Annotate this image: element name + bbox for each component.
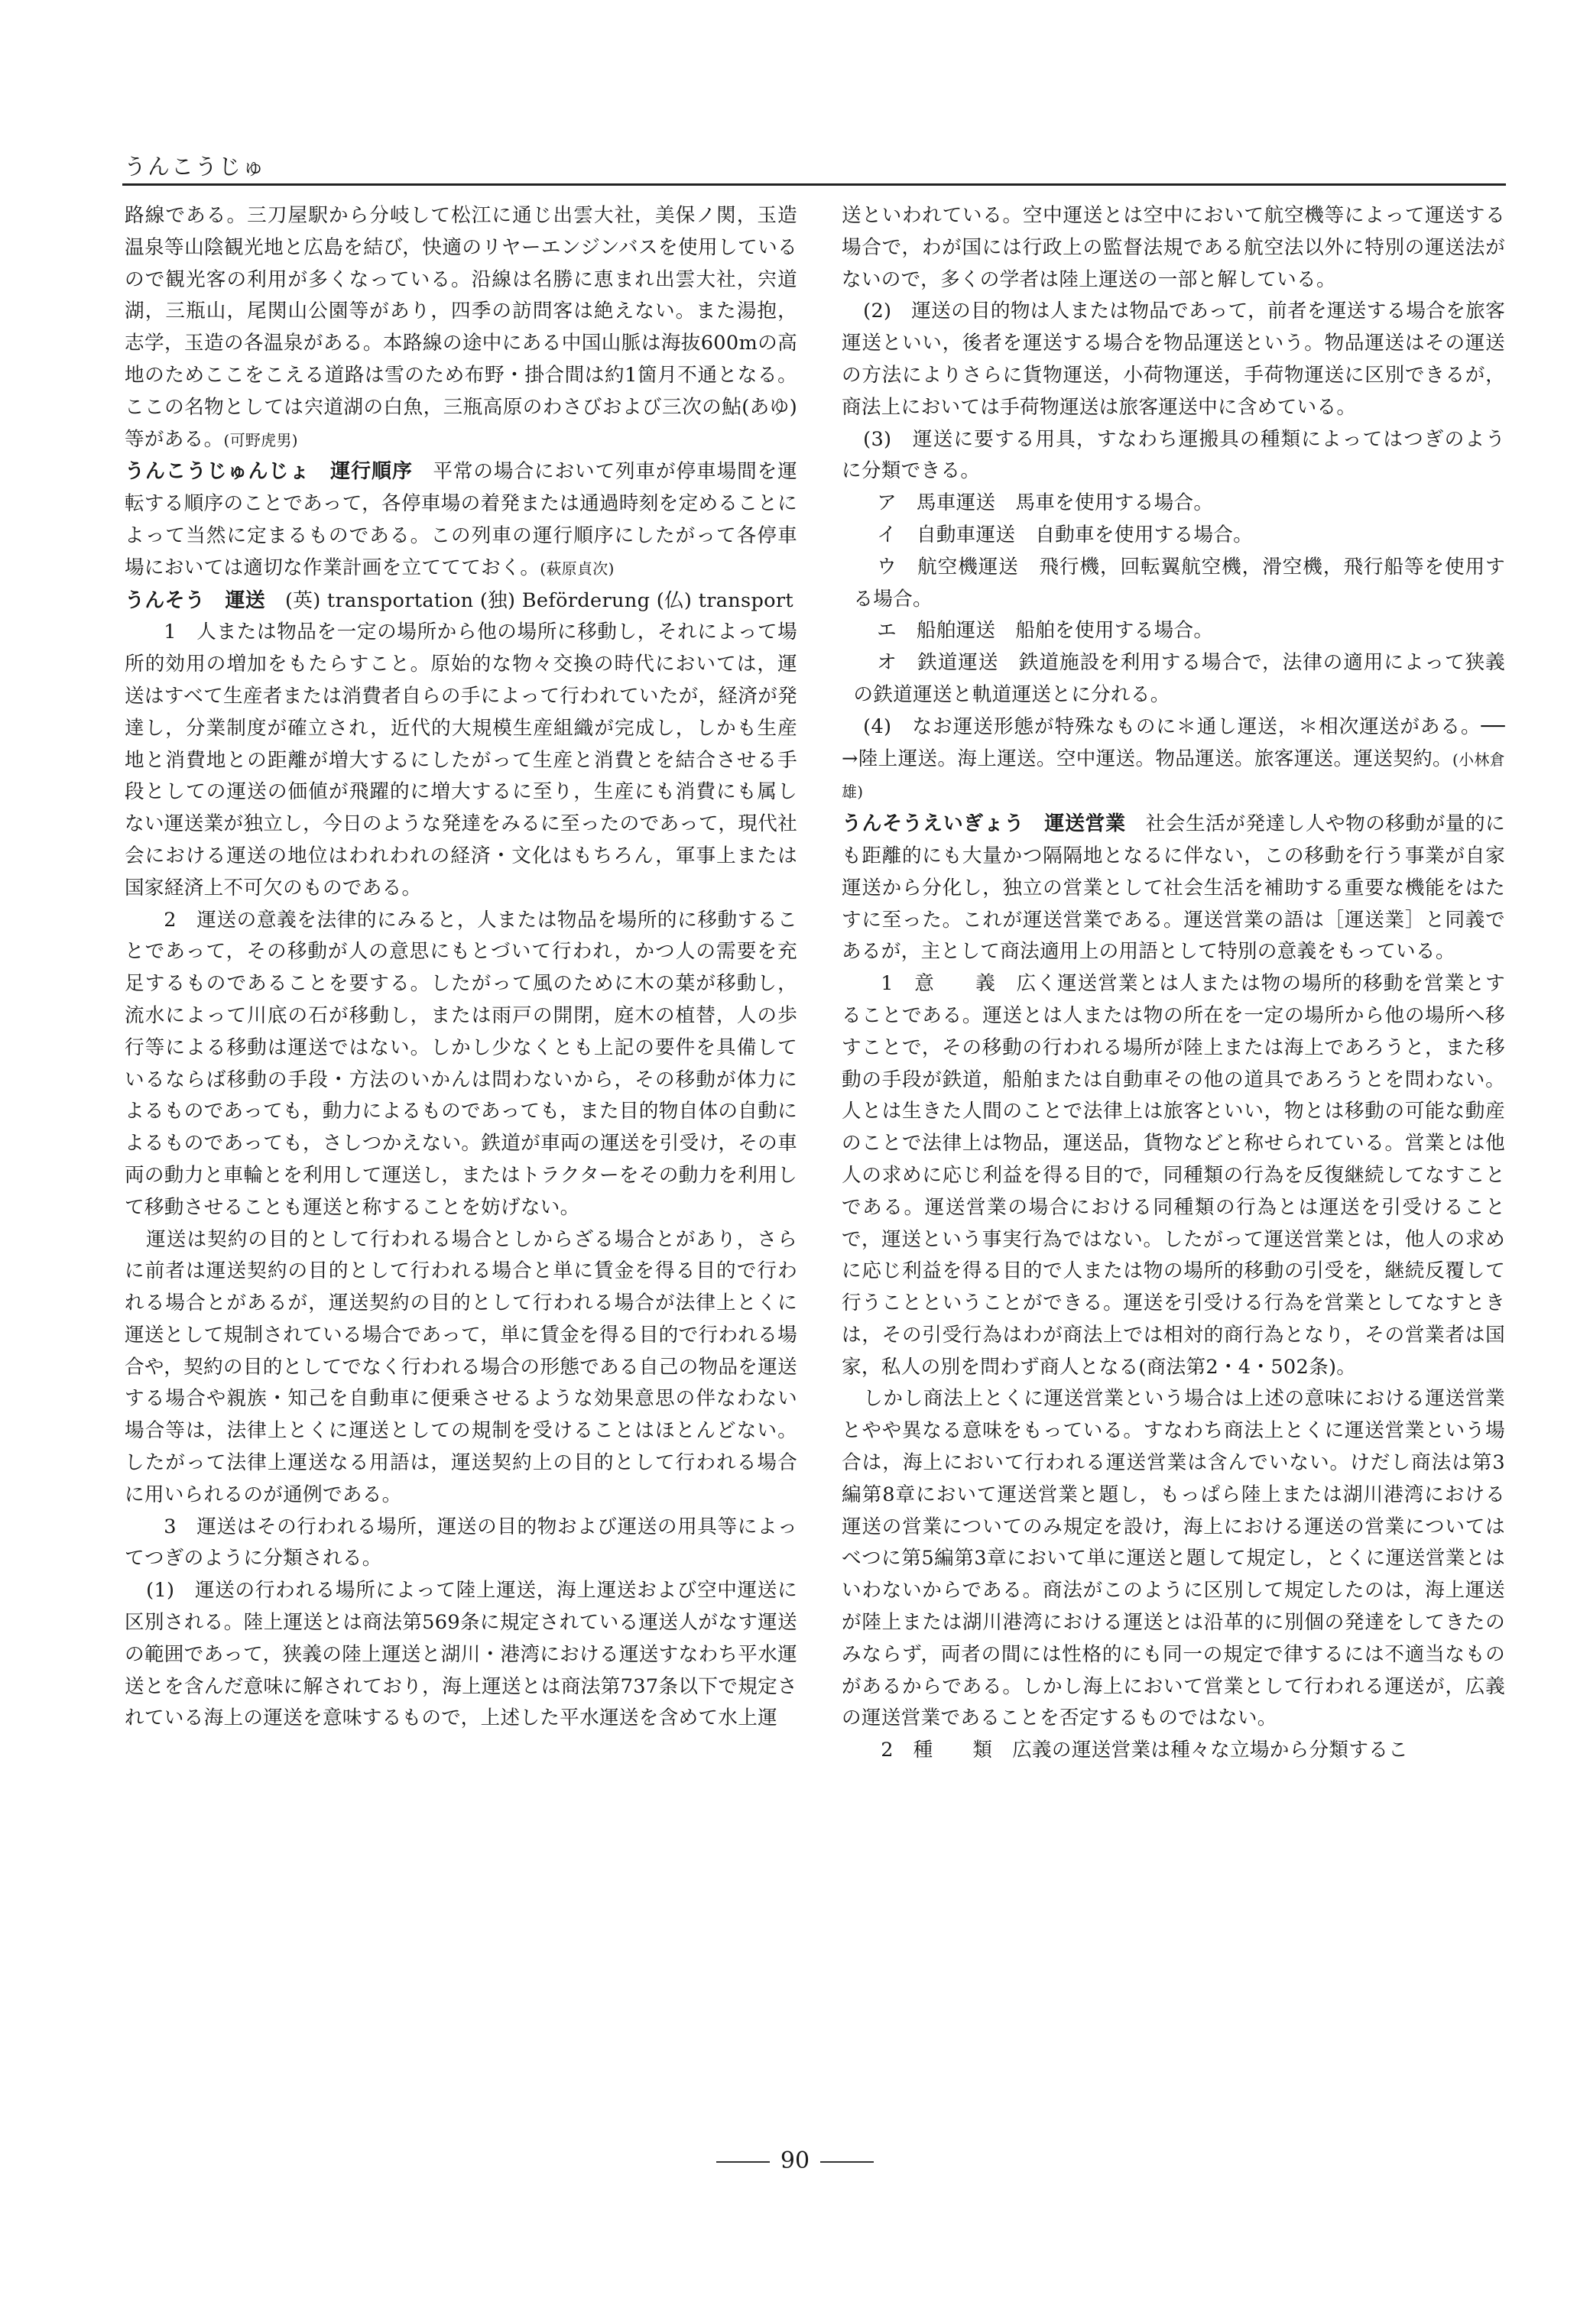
- paragraph: 1 意 義 広く運送営業とは人または物の場所的移動を営業とすることである。運送とは人または物の所在を一定の場所から他の場所へ移すことで，その移動の行われる場所が陸上または海上であろうと，また移動の手段が鉄道，船舶または自動車その他の道具であろうとを問わない。人とは生きた人間のことで法律上は旅客といい，物とは移動の可能な動産のことで法律上は物品，運送品，貨物などと称せられている。営業とは他人の求めに応じ利益を得る目的で，同種類の行為を反復継続してなすことである。運送営業の場合における同種類の行為とは運送を引受けることで，運送という事実行為ではない。したがって運送営業とは，他人の求めに応じ利益を得る目的で人または物の場所的移動の引受を，継続反覆して行うことということができる。運送を引受ける行為を営業としてなすときは，その引受行為はわが商法上では相対的商行為となり，その営業者は国家，私人の別を問わず商人となる(商法第2・4・502条)。: [842, 972, 1505, 1379]
- paragraph: 2 運送の意義を法律的にみると，人または物品を場所的に移動することであって，その移動が人の意思にもとづいて行われ，かつ人の需要を充足するものであることを要する。したがって風のために木の葉が移動し，流水によって川底の石が移動し，または雨戸の開閉，庭木の植替，人の歩行等による移動は運送ではない。しかし少なくとも上記の要件を具備しているならば移動の手段・方法のいかんは問わないから，その移動が体力によるものであっても，動力によるものであっても，また目的物自体の自動によるものであっても，さしつかえない。鉄道が車両の運送を引受け，その車両の動力と車輪とを利用して運送し，またはトラクターをその動力を利用して移動させることも運送と称することを妨げない。: [125, 908, 797, 1219]
- paragraph: 運送は契約の目的として行われる場合としからざる場合とがあり，さらに前者は運送契約の目的として行われる場合と単に賃金を得る目的で行われる場合とがあるが，運送契約の目的として行われる場合が法律上とくに運送として規制されている場合であって，単に賃金を得る目的で行われる場合や，契約の目的としてでなく行われる場合の形態である自己の物品を運送する場合や親族・知己を自動車に便乗させるような効果意思の伴なわない場合等は，法律上とくに運送としての規制を受けることはほとんどない。したがって法律上運送なる用語は，運送契約上の目的として行われる場合に用いられるのが通例である。: [125, 1227, 797, 1506]
- author-credit: (小林倉雄): [842, 750, 1505, 802]
- paragraph: 送といわれている。空中運送とは空中において航空機等によって運送する場合で，わが国には行政上の監督法規である航空法以外に特別の運送法がないので，多くの学者は陸上運送の一部と解している。: [842, 204, 1505, 291]
- left-column: [125, 200, 797, 1735]
- page-footer: [0, 2147, 1590, 2174]
- footer-dash-left: [716, 2161, 770, 2163]
- list-item: オ 鉄道運送 鉄道施設を利用する場合で，法律の適用によって狭義の鉄道運送と軌道運送とに分れる。: [853, 651, 1505, 706]
- entry-translations: (英) transportation (独) Beförderung (仏) transport: [285, 588, 794, 612]
- footer-dash-right: [820, 2161, 874, 2163]
- entry-text: 社会生活が発達し人や物の移動が量的にも距離的にも大量かつ隔隔地となるに伴ない，この移動を行う事業が自家運送から分化し，独立の営業として社会生活を補助する重要な機能をはたすに至った。これが運送営業である。運送営業の語は［運送業］と同義であるが，主として商法適用上の用語として特別の意義をもっている。: [842, 812, 1505, 964]
- entry-unso-eigyo: [842, 809, 1505, 968]
- entry-text: 路線である。三刀屋駅から分岐して松江に通じ出雲大社，美保ノ関，玉造温泉等山陰観光地と広島を結び，快適のリヤーエンジンバスを使用しているので観光客の利用が多くなっている。沿線は名勝に恵まれ出雲大社，宍道湖，三瓶山，尾関山公園等があり，四季の訪問客は絶えない。また湯抱，志学，玉造の各温泉がある。本路線の途中にある中国山脈は海抜600mの高地のためここをこえる道路は雪のため布野・掛合間は約1箇月不通となる。ここの名物としては宍道湖の白魚，三瓶高原のわさびおよび三次の鮎(あゆ)等がある。: [125, 204, 797, 451]
- page-number: 90: [780, 2147, 810, 2174]
- paragraph: (1) 運送の行われる場所によって陸上運送，海上運送および空中運送に区別される。陸上運送とは商法第569条に規定されている運送人がなす運送の範囲であって，狭義の陸上運送と湖川・港湾における運送すなわち平水運送とを含んだ意味に解されており，海上運送とは商法第737条以下で規定されている海上の運送を意味するもので，上述した平水運送を含めて水上運: [125, 1579, 797, 1730]
- paragraph: しかし商法上とくに運送営業という場合は上述の意味における運送営業とやや異なる意味をもっている。すなわち商法上とくに運送営業という場合は，海上において行われる運送営業は含んでいない。けだし商法は第3編第8章において運送営業と題し，もっぱら陸上または湖川港湾における運送の営業についてのみ規定を設け，海上における運送の営業についてはべつに第5編第3章において単に運送と題して規定し，とくに運送営業とはいわないからである。商法がこのように区別して規定したのは，海上運送が陸上または湖川港湾における運送とは沿革的に別個の発達をしてきたのみならず，両者の間には性格的にも同一の規定で律するには不適当なものがあるからである。しかし海上において営業として行われる運送が，広義の運送営業であることを否定するものではない。: [842, 1387, 1505, 1730]
- paragraph: (3) 運送に要する用具，すなわち運搬具の種類によってはつぎのように分類できる。: [842, 427, 1505, 483]
- paragraph: 1 人または物品を一定の場所から他の場所に移動し，それによって場所的効用の増加をもたらすこと。原始的な物々交換の時代においては，運送はすべて生産者または消費者自らの手によって行われていたが，経済が発達し，分業制度が確立され，近代的大規模生産組織が完成し，しかも生産地と消費地との距離が増大するにしたがって生産と消費とを結合させる手段としての運送の価値が飛躍的に増大するに至り，生産にも消費にも属しない運送業が独立し，今日のような発達をみるに至ったのであって，現代社会における運送の地位はわれわれの経済・文化はもちろん，軍事上または国家経済上不可欠のものである。: [125, 621, 797, 899]
- author-credit: (萩原貞次): [540, 559, 615, 578]
- right-column: [842, 200, 1505, 1767]
- entry-text: (4) なお運送形態が特殊なものに＊通し運送，＊相次運送がある。──→陸上運送。海上運送。空中運送。物品運送。旅客運送。運送契約。: [842, 715, 1505, 770]
- list-item: ア 馬車運送 馬車を使用する場合。: [877, 491, 1214, 515]
- entry-unko-junjo: [125, 456, 797, 585]
- entry-unso: [125, 585, 797, 617]
- paragraph: 2 種 類 広義の運送営業は種々な立場から分類するこ: [881, 1739, 1409, 1762]
- page-header-title: うんこうじゅ: [124, 154, 267, 180]
- entry-headword: うんそう 運送: [125, 588, 266, 612]
- list-item: エ 船舶運送 船舶を使用する場合。: [877, 619, 1214, 643]
- list-item: イ 自動車運送 自動車を使用する場合。: [877, 523, 1254, 546]
- paragraph: [842, 711, 1505, 809]
- list-item: ウ 航空機運送 飛行機，回転翼航空機，滑空機，飛行船等を使用する場合。: [853, 555, 1505, 611]
- entry-continuation: [125, 200, 797, 456]
- entry-headword: うんこうじゅんじょ 運行順序: [125, 460, 413, 484]
- entry-headword: うんそうえいぎょう 運送営業: [842, 812, 1126, 836]
- header-rule: [122, 183, 1506, 186]
- paragraph: 3 運送はその行われる場所，運送の目的物および運送の用具等によってつぎのように分類される。: [125, 1515, 797, 1570]
- paragraph: (2) 運送の目的物は人または物品であって，前者を運送する場合を旅客運送といい，後者を運送する場合を物品運送という。物品運送はその運送の方法によりさらに貨物運送，小荷物運送，手荷物運送に区別できるが，商法上においては手荷物運送は旅客運送中に含めている。: [842, 300, 1505, 419]
- entry-text: 平常の場合において列車が停車場間を運転する順序のことであって，各停車場の着発または通過時刻を定めることによって当然に定まるものである。この列車の運行順序にしたがって各停車場においては適切な作業計画を立ててておく。: [125, 460, 797, 579]
- author-credit: (可野虎男): [223, 430, 298, 449]
